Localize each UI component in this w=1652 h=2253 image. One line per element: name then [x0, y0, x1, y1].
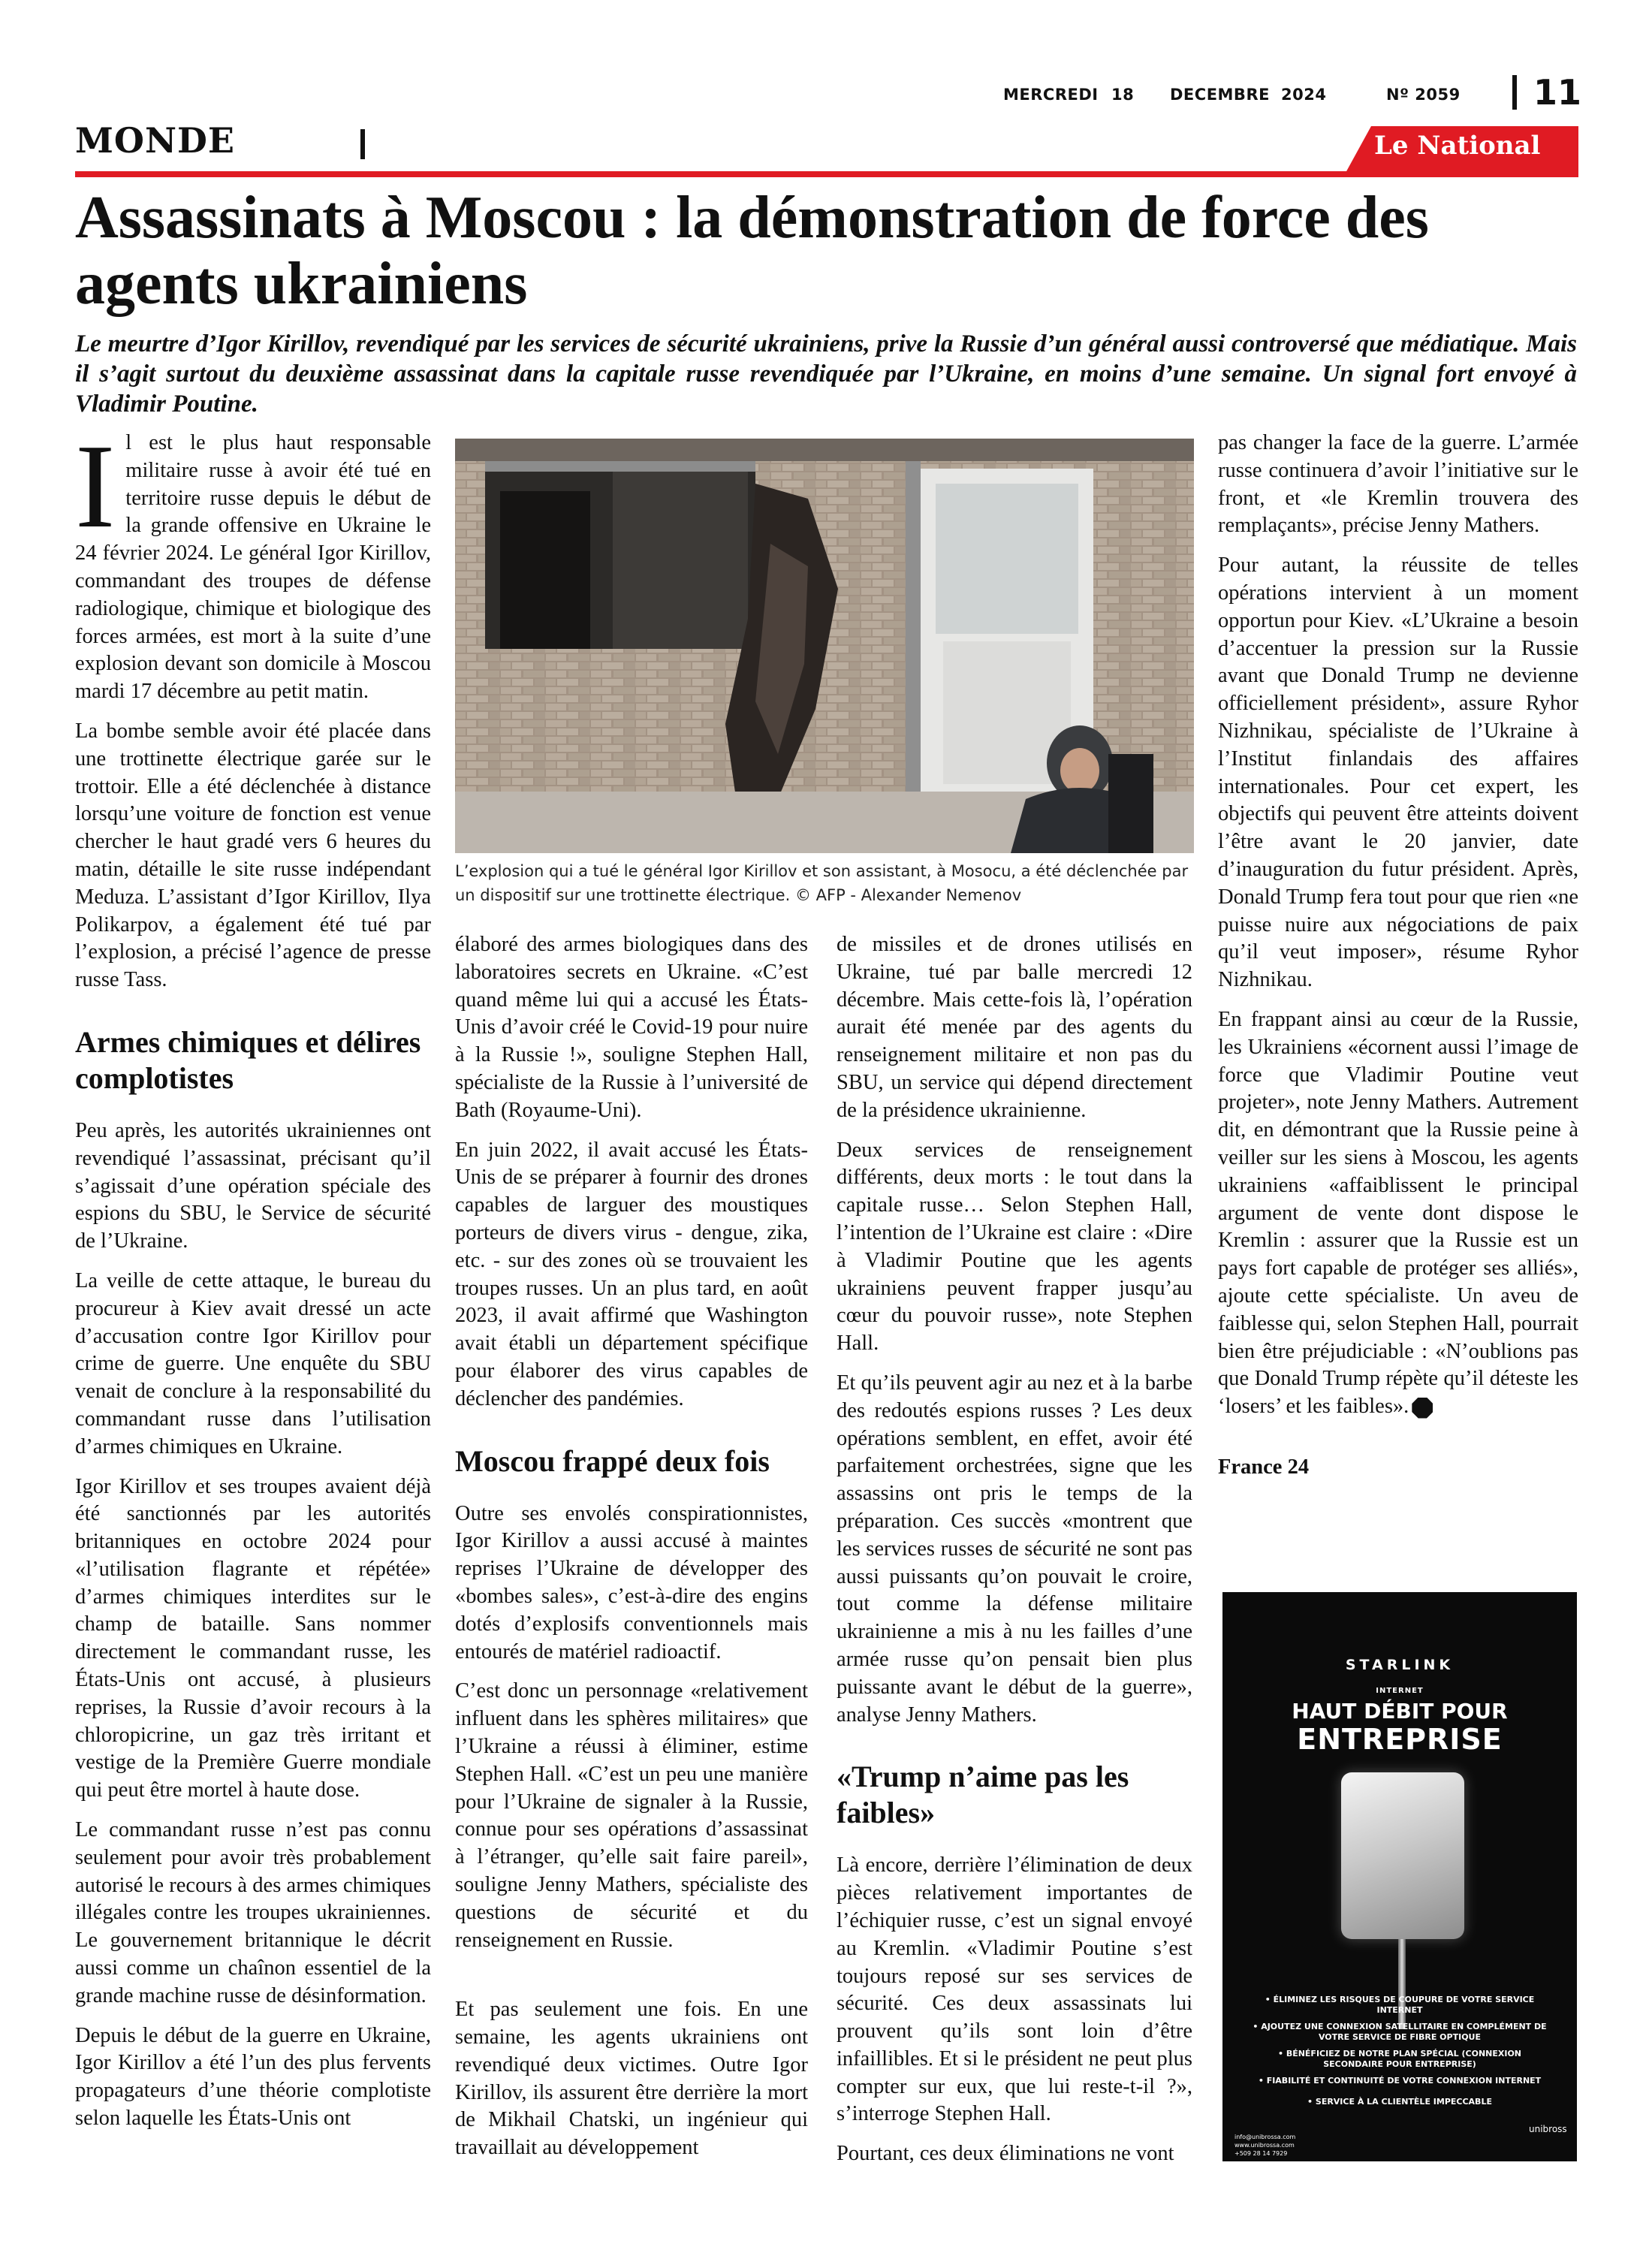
starlink-advertisement[interactable]: [1222, 1592, 1577, 2161]
paragraph: Et pas seulement une fois. En une semaine, les agents ukrainiens ont revendiqué deux victimes. Outre Igor Kirillov, ils assurent être derrière la mort de Mikhail Chatski, un ingénieur qui travaillait au développement: [455, 1998, 808, 2160]
paragraph: élaboré des armes biologiques dans des laboratoires secrets en Ukraine. «C’est quand même lui qui a accusé les États-Unis d’avoir créé le Covid-19 pour nuire à la Russie !», souligne Stephen Hall, spécialiste de la Russie à l’université de Bath (Royaume-Uni).: [455, 933, 808, 1122]
issue-month: DECEMBRE: [1170, 86, 1270, 104]
paragraph: Igor Kirillov et ses troupes avaient déjà été sanctionnés par les autorités britanniques en octobre 2024 pour «l’utilisation flagrante et répétée» d’armes chimiques interdites sur le champ de bataille. Sans nommer directement le commandant russe, les États-Unis ont accusé, à plusieurs reprises, la Russie d’avoir recours à la chloropicrine, un gaz très irritant et vestige de la Première Guerre mondiale qui peut être mortel à haute dose.: [75, 1474, 431, 1802]
paragraph: En frappant ainsi au cœur de la Russie, les Ukrainiens «écornent aussi l’image de force que Vladimir Poutine veut projeter», note Jenny Mathers. Autrement dit, en démontrant que la Russie peine à veiller sur les siens à Moscou, les agents ukrainiens «affaiblissent le principal argument de vente dont dispose le Kremlin : assurer que la Russie est un pays fort capable de protéger ses alliés», ajoute cette spécialiste. Un aveu de faiblesse qui, selon Stephen Hall, pourrait bien être préjudiciable : «N’oublions pas que Donald Trump répète qu’il déteste les ‘losers’ et les faibles».: [1218, 1007, 1578, 1419]
page-number-divider: [1512, 75, 1517, 110]
column-4: [1218, 430, 1578, 1494]
article-photo: [455, 439, 1194, 853]
section-divider: [360, 129, 365, 159]
ad-logo: unibross: [1529, 2124, 1567, 2134]
header-rule: [75, 171, 1578, 177]
brand-name: Le National: [1374, 131, 1541, 161]
ad-title-emphasis: ENTREPRISE: [1297, 1723, 1503, 1756]
satellite-dish-icon: [1341, 1772, 1464, 1939]
dish-pole-icon: [1398, 1939, 1406, 2029]
paragraph: Deux services de renseignement différents, deux morts : le tout dans la capitale russe… Selon Stephen Hall, l’intention de l’Ukraine est claire : «Dire à Vladimir Poutine que les agents ukrainiens peuvent frapper jusqu’au cœur du pouvoir russe», note Stephen Hall.: [837, 1138, 1192, 1356]
paragraph: En juin 2022, il avait accusé les États-Unis de se préparer à fournir des drones capables de larguer des moustiques porteurs de divers virus - dengue, zika, etc. - sur des zones où se trouvaient les troupes russes. Un an plus tard, en août 2023, il avait affirmé que Washington avait établi un département spécifique pour élaborer des virus capables de déclencher des pandémies.: [455, 1138, 808, 1410]
ad-email: info@unibrossa.com: [1234, 2134, 1296, 2140]
issue-day: MERCREDI: [1003, 86, 1099, 104]
paragraph: Outre ses envolés conspirationnistes, Igor Kirillov a aussi accusé à maintes reprises l’Ukraine de développer des «bombes sales», c’est-à-dire des engins dotés d’explosifs conventionnels mais entourés de matériel radioactif.: [455, 1501, 808, 1663]
page-header: [0, 0, 1652, 180]
article-source: France 24: [1218, 1455, 1310, 1479]
section-title: MONDE: [75, 120, 235, 161]
paragraph: La bombe semble avoir été placée dans une trottinette électrique garée sur le trottoir. Elle a été déclenchée à distance lorsqu’une voiture de fonction est venue chercher le haut gradé vers 6 heures du matin, détaille le site russe indépendant Meduza. L’assistant d’Igor Kirillov, Ilya Polikarpov, a également été tué par l’explosion, a précisé l’agence de presse russe Tass.: [75, 719, 431, 992]
article-headline: Assassinats à Moscou : la démonstration de force des agents ukrainiens: [75, 185, 1429, 317]
paragraph: Depuis le début de la guerre en Ukraine, Igor Kirillov a été l’un des plus fervents propagateurs d’une théorie complotiste selon laquelle les États-Unis ont: [75, 2023, 431, 2131]
subheading: Moscou frappé deux fois: [455, 1443, 770, 1478]
paragraph: C’est donc un personnage «relativement influent dans les sphères militaires» que l’Ukraine a réussi à éliminer, estime Stephen Hall. «C’est un peu une manière pour l’Ukraine de signaler à la Russie, connue pour ses opérations d’assassinat à l’étranger, qu’elle sait faire pareil», souligne Jenny Mathers, spécialiste des questions de sécurité et du renseignement en Russie.: [455, 1679, 808, 1952]
column-3: [837, 931, 1192, 2180]
column-1: [75, 419, 431, 2145]
page-number: 11: [1533, 72, 1582, 113]
paragraph: Peu après, les autorités ukrainiennes ont revendiqué l’assassinat, précisant qu’il s’agissait d’une opération spéciale des espions du SBU, le Service de sécurité de l’Ukraine.: [75, 1118, 431, 1253]
subheading: «Trump n’aime pas les faibles»: [837, 1760, 1129, 1830]
issue-year: 2024: [1281, 86, 1327, 104]
ad-phone: +509 28 14 7929: [1234, 2150, 1288, 2157]
ad-brand: STARLINK: [1345, 1657, 1455, 1673]
ad-title: HAUT DÉBIT POUR: [1292, 1699, 1508, 1724]
subheading: Armes chimiques et délires complotistes: [75, 1024, 421, 1095]
issue-number: Nº 2059: [1386, 86, 1461, 104]
article-lead: Le meurtre d’Igor Kirillov, revendiqué par les services de sécurité ukrainiens, prive la Russie d’un général aussi controversé que médiatique. Mais il s’agit surtout du deuxième assassinat dans la capitale russe revendiquée par l’Ukraine, en moins d’une semaine. Un signal fort envoyé à Vladimir Poutine.: [75, 330, 1577, 418]
paragraph: Il est le plus haut responsable militaire russe à avoir été tué en territoire russe depuis le début de la grande offensive en Ukraine le 24 février 2024. Le général Igor Kirillov, commandant des troupes de défense radiologique, chimique et biologique des forces armées, est mort à la suite d’une explosion devant son domicile à Moscou mardi 17 décembre au petit matin.: [75, 419, 431, 704]
ad-bullet: • AJOUTEZ UNE CONNEXION SATELLITAIRE EN COMPLÉMENT DE VOTRE SERVICE DE FIBRE OPTIQUE: [1253, 2022, 1547, 2042]
ad-bullet: • ÉLIMINEZ LES RISQUES DE COUPURE DE VOTRE SERVICE INTERNET: [1265, 1995, 1535, 2015]
ad-bullet: • FIABILITÉ ET CONTINUITÉ DE VOTRE CONNEXION INTERNET: [1258, 2076, 1542, 2086]
ad-bullet: • BÉNÉFICIEZ DE NOTRE PLAN SPÉCIAL (CONNEXION SECONDAIRE POUR ENTREPRISE): [1277, 2049, 1522, 2069]
paragraph: pas changer la face de la guerre. L’armée russe continuera d’avoir l’initiative sur le front, et «le Kremlin trouvera des remplaçants», précise Jenny Mathers.: [1218, 431, 1578, 538]
paragraph: Le commandant russe n’est pas connu seulement pour avoir très probablement autorisé le recours à des armes chimiques illégales contre les troupes ukrainiennes. Le gouvernement britannique le décrit aussi comme un chaînon essentiel de la grande machine russe de désinformation.: [75, 1818, 431, 2007]
paragraph: La veille de cette attaque, le bureau du procureur à Kiev avait dressé un acte d’accusation contre Igor Kirillov pour crime de guerre. Une enquête du SBU venait de conclure à la responsabilité du commandant russe dans l’utilisation d’armes chimiques en Ukraine.: [75, 1268, 431, 1458]
drop-cap: I: [75, 419, 116, 553]
column-2: [455, 931, 808, 2174]
ad-contact: [1234, 2133, 1295, 2158]
paragraph: Pour autant, la réussite de telles opérations intervient à un moment opportun pour Kiev. «L’Ukraine a besoin d’accentuer la pression sur la Russie avant que Donald Trump ne devienne officiellement président», assure Ryhor Nizhnikau, spécialiste de l’Ukraine à l’Institut finlandais des affaires internationales. Pour cet expert, les objectifs qui peuvent être atteints doivent l’être avant le 20 janvier, date d’inauguration du futur président. Après, Donald Trump fera tout pour que rien «ne puisse nuire aux négociations de paix qu’il veut imposer», résume Ryhor Nizhnikau.: [1218, 553, 1578, 992]
paragraph: Pourtant, ces deux éliminations ne vont: [837, 2142, 1174, 2166]
paragraph: de missiles et de drones utilisés en Ukraine, tué par balle mercredi 12 décembre. Mais cette-fois là, l’opération aurait été menée par des agents du renseignement militaire et non pas du SBU, un service qui dépend directement de la présidence ukrainienne.: [837, 933, 1192, 1122]
paragraph: Là encore, derrière l’élimination de deux pièces relativement importantes de l’échiquier russe, c’est un signal envoyé au Kremlin. «Vladimir Poutine s’est toujours reposé sur ses services de sécurité. Ces deux assassinats lui prouvent qu’ils sont loin d’être infaillibles. Et si le président ne peut plus compter sur eux, que lui reste-t-il ?», s’interroge Stephen Hall.: [837, 1853, 1192, 2126]
paragraph: Et qu’ils peuvent agir au nez et à la barbe des redoutés espions russes ? Les deux opérations semblent, en effet, avoir été parfaitement orchestrées, signe que les assassins ont pris le temps de la préparation. Ces succès «montrent que les services russes de sécurité ne sont pas aussi puissants qu’on pouvait le croire, tout comme la défense militaire ukrainienne a mis à nu les failles d’une armée russe qu’on pensait bien plus puissante avant le début de la guerre», analyse Jenny Mathers.: [837, 1371, 1192, 1727]
photo-caption: L’explosion qui a tué le général Igor Kirillov et son assistant, à Mosocu, a été déclenchée par un dispositif sur une trottinette électrique. © AFP - Alexander Nemenov: [455, 862, 1189, 904]
explosion-photo-illustration: [455, 439, 1194, 853]
ad-small-label: INTERNET: [1376, 1687, 1424, 1695]
ad-bullet: • SERVICE À LA CLIENTÈLE IMPECCABLE: [1307, 2097, 1492, 2107]
ad-website: www.unibrossa.com: [1234, 2142, 1295, 2149]
issue-date-number: 18: [1111, 86, 1135, 104]
end-of-article-icon: [1412, 1398, 1433, 1419]
